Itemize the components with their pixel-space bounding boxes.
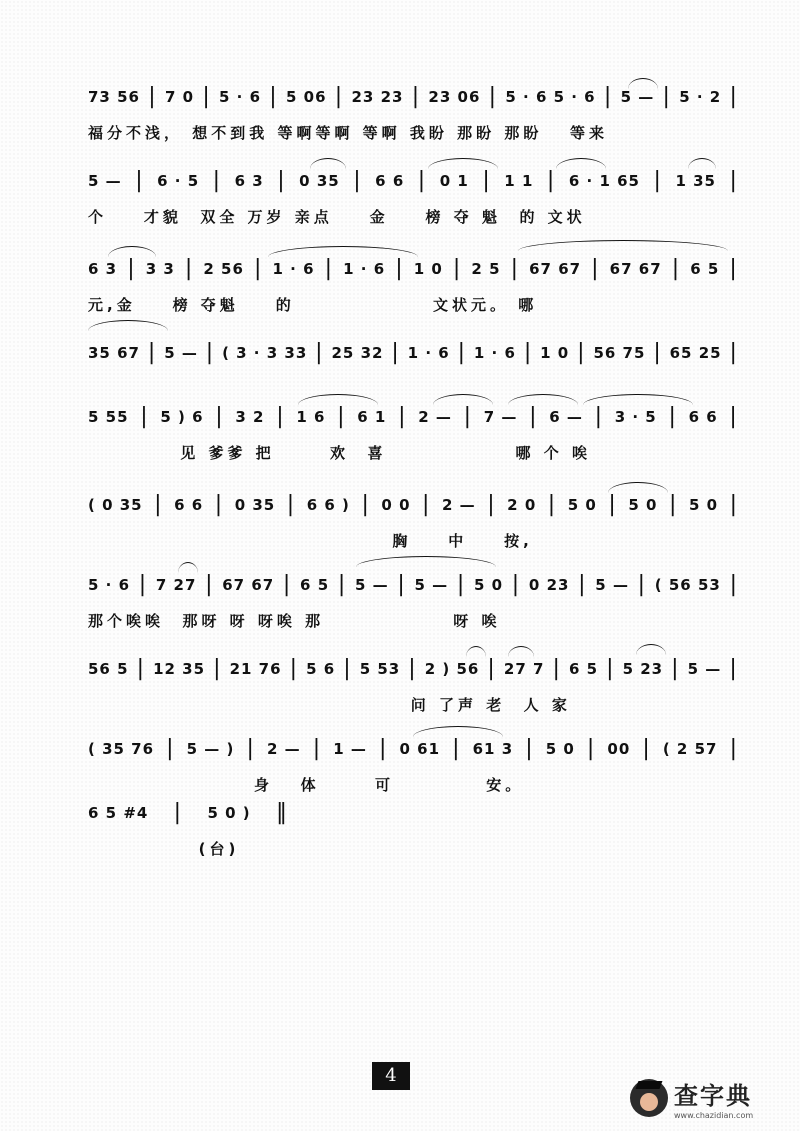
note-group: 5 0 ) — [207, 804, 251, 822]
note-group: 1 35 — [675, 172, 716, 190]
barline: | — [586, 736, 596, 761]
note-group: 56 75 — [593, 344, 646, 362]
note-group: 1 · 6 — [473, 344, 516, 362]
note-group: 5 — — [88, 172, 122, 190]
barline: | — [277, 168, 286, 193]
note-group: 2 0 — [507, 496, 537, 514]
barline: | — [422, 492, 431, 517]
note-group: 5 ) 6 — [160, 408, 204, 426]
notation-line — [88, 166, 738, 196]
slur — [636, 644, 666, 655]
barline: | — [173, 800, 183, 825]
slur — [108, 246, 156, 257]
barline: | — [398, 404, 407, 429]
barline: | — [127, 256, 136, 281]
barline: | — [606, 656, 615, 681]
watermark-text — [674, 1076, 753, 1120]
note-group: 0 35 — [234, 496, 276, 514]
note-group: 2 5 — [471, 260, 501, 278]
barline: | — [205, 340, 215, 365]
note-group: 6 5 — [300, 576, 330, 594]
notation-line — [88, 570, 738, 600]
barline: | — [140, 404, 149, 429]
note-group: 5 0 — [545, 740, 575, 758]
notation-line — [88, 798, 288, 828]
note-group: 6 6 ) — [306, 496, 350, 514]
note-group: 67 67 — [529, 260, 582, 278]
note-group: 23 06 — [428, 88, 481, 106]
barline: | — [603, 84, 613, 109]
barline: | — [312, 736, 322, 761]
barline: | — [166, 736, 175, 761]
lyrics-line: 问 了声 老 人 家 — [88, 696, 571, 714]
note-group: 1 · 6 — [407, 344, 450, 362]
note-group: 5 0 — [628, 496, 658, 514]
note-group: 6 3 — [88, 260, 118, 278]
barline: | — [135, 168, 144, 193]
barline: | — [487, 492, 496, 517]
barline: | — [154, 492, 163, 517]
barline: | — [457, 340, 466, 365]
barline: | — [511, 572, 521, 597]
barline: | — [276, 404, 285, 429]
barline: | — [334, 84, 344, 109]
slur — [356, 556, 496, 567]
barline: | — [671, 256, 681, 281]
barline: | — [525, 736, 534, 761]
watermark-title: 查字典 — [674, 1082, 752, 1110]
slur — [466, 646, 486, 657]
note-group: 67 67 — [222, 576, 275, 594]
note-group: 1 1 — [504, 172, 534, 190]
slur — [88, 320, 168, 331]
note-group: 5 — — [164, 344, 198, 362]
note-group: 1 · 6 — [272, 260, 315, 278]
note-group: 5 0 — [567, 496, 597, 514]
note-group: ( 56 53 — [654, 576, 721, 594]
note-group: ( 35 76 — [88, 740, 155, 758]
barline: | — [729, 492, 738, 517]
note-group: 5 — — [414, 576, 449, 594]
barline: | — [269, 84, 278, 109]
barline: | — [337, 404, 346, 429]
watermark-url: www.chazidian.com — [674, 1111, 754, 1120]
slur — [428, 158, 498, 169]
barline: | — [289, 656, 299, 681]
barline: | — [729, 572, 738, 597]
barline: | — [411, 84, 421, 109]
barline: | — [343, 656, 352, 681]
notation-line — [88, 254, 738, 284]
barline: | — [215, 404, 224, 429]
barline: | — [594, 404, 603, 429]
barline: | — [487, 656, 496, 681]
note-group: 56 5 — [88, 660, 129, 678]
notation-line — [88, 338, 738, 368]
barline: | — [463, 404, 472, 429]
note-group: 00 — [607, 740, 631, 758]
barline: | — [254, 256, 263, 281]
note-group: ( 0 35 — [88, 496, 143, 514]
barline: | — [337, 572, 347, 597]
slur — [628, 78, 658, 89]
note-group: 0 23 — [528, 576, 570, 594]
note-group: ( 3 · 3 33 — [222, 344, 308, 362]
note-group: 0 61 — [399, 740, 441, 758]
note-group: 5 — — [354, 576, 389, 594]
barline: | — [529, 404, 538, 429]
note-group: 5 · 6 — [219, 88, 262, 106]
note-group: 1 6 — [296, 408, 326, 426]
note-group: 27 7 — [503, 660, 545, 678]
lyrics-line: 胸 中 按, — [88, 532, 533, 550]
watermark-logo — [630, 1068, 800, 1128]
note-group: 35 67 — [88, 344, 140, 362]
slur — [178, 562, 198, 573]
barline: | — [662, 84, 671, 109]
barline: | — [577, 340, 586, 365]
barline: | — [547, 492, 557, 517]
notation-line — [88, 402, 738, 432]
barline: ‖ — [275, 800, 288, 825]
note-group: 0 0 — [381, 496, 411, 514]
barline: | — [202, 84, 211, 109]
barline: | — [361, 492, 370, 517]
note-group: 6 6 — [688, 408, 718, 426]
slur — [608, 482, 668, 493]
note-group: 0 35 — [299, 172, 340, 190]
note-group: 6 5 — [568, 660, 599, 678]
barline: | — [452, 736, 461, 761]
lyrics-line: 个 才貌 双全 万岁 亲点 金 榜 夺 魁 的 文状 — [88, 208, 586, 226]
barline: | — [205, 572, 214, 597]
note-group: 6 · 1 65 — [568, 172, 640, 190]
barline: | — [324, 256, 334, 281]
barline: | — [417, 168, 427, 193]
barline: | — [397, 572, 406, 597]
barline: | — [653, 340, 662, 365]
notation-line — [88, 490, 738, 520]
barline: | — [246, 736, 255, 761]
note-group: 6 1 — [357, 408, 387, 426]
note-group: 7 27 — [155, 576, 197, 594]
note-group: 2 56 — [203, 260, 244, 278]
note-group: 5 · 2 — [679, 88, 722, 106]
note-group: 2 — — [442, 496, 476, 514]
barline: | — [378, 736, 388, 761]
slur — [413, 726, 503, 737]
note-group: 73 56 — [88, 88, 140, 106]
barline: | — [408, 656, 417, 681]
barline: | — [729, 168, 738, 193]
barline: | — [671, 656, 680, 681]
slur — [518, 240, 728, 251]
barline: | — [184, 256, 194, 281]
note-group: 5 0 — [688, 496, 719, 514]
note-group: 5 · 6 5 · 6 — [505, 88, 596, 106]
barline: | — [578, 572, 587, 597]
note-group: 5 06 — [285, 88, 327, 106]
barline: | — [510, 256, 520, 281]
note-group: 5 — — [620, 88, 655, 106]
note-group: 6 5 #4 — [88, 804, 149, 822]
note-group: 23 23 — [351, 88, 404, 106]
note-group: 61 3 — [472, 740, 514, 758]
notation-line — [88, 734, 738, 764]
note-group: 6 · 5 — [157, 172, 200, 190]
barline: | — [148, 84, 157, 109]
barline: | — [456, 572, 466, 597]
note-group: 2 — — [266, 740, 301, 758]
note-group: 0 1 — [439, 172, 469, 190]
note-group: 1 0 — [540, 344, 570, 362]
barline: | — [488, 84, 498, 109]
note-group: 6 6 — [375, 172, 405, 190]
slur — [688, 158, 716, 169]
lyrics-line: 元,金 榜 夺魁 的 文状元。 哪 — [88, 296, 538, 314]
note-group: 3 2 — [235, 408, 265, 426]
barline: | — [391, 340, 400, 365]
lyrics-line: 福分不浅， 想不到我 等啊等啊 等啊 我盼 那盼 那盼 等来 — [88, 124, 609, 142]
note-group: 1 — — [333, 740, 367, 758]
barline: | — [214, 492, 224, 517]
barline: | — [608, 492, 617, 517]
barline: | — [136, 656, 146, 681]
note-group: 1 0 — [413, 260, 443, 278]
barline: | — [668, 404, 677, 429]
barline: | — [395, 256, 404, 281]
note-group: 7 — — [483, 408, 518, 426]
note-group: 12 35 — [153, 660, 206, 678]
note-group: 5 53 — [359, 660, 401, 678]
barline: | — [452, 256, 462, 281]
barline: | — [729, 84, 738, 109]
barline: | — [729, 340, 738, 365]
barline: | — [591, 256, 600, 281]
note-group: 5 0 — [473, 576, 504, 594]
note-group: 5 — — [595, 576, 629, 594]
barline: | — [668, 492, 678, 517]
note-group: 21 76 — [229, 660, 282, 678]
note-group: 6 — — [549, 408, 583, 426]
note-group: 1 · 6 — [343, 260, 386, 278]
slur — [556, 158, 606, 169]
barline: | — [729, 256, 738, 281]
barline: | — [353, 168, 362, 193]
lyrics-line: 身 体 可 安。 — [88, 776, 525, 794]
barline: | — [282, 572, 292, 597]
barline: | — [286, 492, 296, 517]
barline: | — [213, 656, 222, 681]
barline: | — [552, 656, 561, 681]
note-group: 5 23 — [622, 660, 664, 678]
note-group: 65 25 — [669, 344, 722, 362]
barline: | — [147, 340, 157, 365]
note-group: 6 5 — [690, 260, 720, 278]
barline: | — [729, 656, 738, 681]
graduate-avatar-icon — [630, 1079, 668, 1117]
note-group: 25 32 — [331, 344, 384, 362]
note-group: 5 55 — [88, 408, 129, 426]
note-group: 5 6 — [306, 660, 336, 678]
note-group: 3 3 — [145, 260, 175, 278]
lyrics-line: (台) — [88, 840, 240, 858]
barline: | — [642, 736, 651, 761]
barline: | — [482, 168, 491, 193]
lyrics-line: 见 爹爹 把 欢 喜 哪 个 唉 — [88, 444, 591, 462]
barline: | — [212, 168, 222, 193]
note-group: 6 3 — [234, 172, 264, 190]
barline: | — [637, 572, 647, 597]
page-number: 4 — [372, 1062, 410, 1090]
slur — [508, 646, 534, 657]
barline: | — [523, 340, 533, 365]
barline: | — [315, 340, 324, 365]
slur — [268, 246, 418, 257]
note-group: 6 6 — [174, 496, 204, 514]
note-group: 3 · 5 — [614, 408, 657, 426]
note-group: 5 — — [687, 660, 722, 678]
note-group: 5 — ) — [186, 740, 235, 758]
note-group: 7 0 — [164, 88, 195, 106]
barline: | — [546, 168, 556, 193]
notation-line — [88, 654, 738, 684]
barline: | — [729, 736, 738, 761]
note-group: 2 — — [418, 408, 452, 426]
note-group: 67 67 — [609, 260, 662, 278]
note-group: 2 ) 56 — [424, 660, 480, 678]
barline: | — [138, 572, 148, 597]
slur — [310, 158, 346, 169]
barline: | — [729, 404, 738, 429]
lyrics-line: 那个唉唉 那呀 呀 呀唉 那 呀 唉 — [88, 612, 501, 630]
barline: | — [653, 168, 662, 193]
note-group: ( 2 57 — [662, 740, 718, 758]
note-group: 5 · 6 — [88, 576, 131, 594]
